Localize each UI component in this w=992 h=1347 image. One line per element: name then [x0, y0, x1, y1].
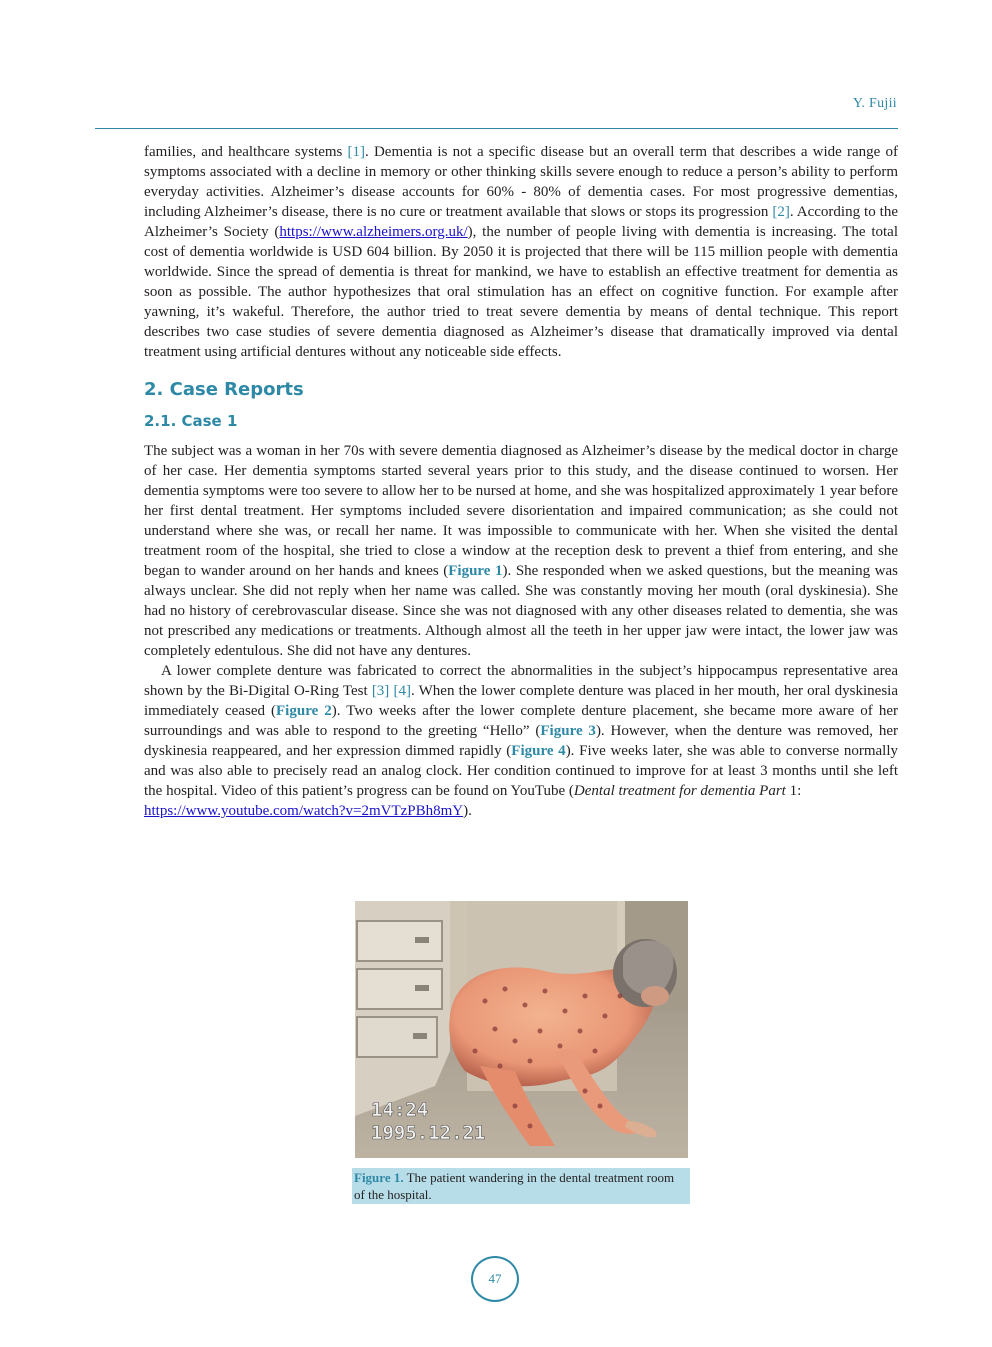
article-body — [144, 142, 898, 821]
intro-text-4: ), the number of people living with dementia is increasing. The total cost of dementia worldwide is USD 604 billion. By 2050 it is projected that there will be 115 million people with dementia worldwide. Since the spread of dementia is threat for mankind, we have to establish an effective treatment for dementia as soon as possible. The author hypothesizes that oral stimulation has an effect on cognitive function. For example after yawning, it’s wakeful. Therefore, the author tried to treat severe dementia by means of dental technique. This report describes two case studies of severe dementia diagnosed as Alzheimer’s disease that dramatically improved via dental treatment using artificial dentures without any noticeable side effects. — [144, 224, 899, 360]
figure-1-photo — [355, 901, 688, 1158]
video-part: 1: — [785, 783, 802, 799]
intro-text-2: . Dementia is not a specific disease but an overall term that describes a wide range of symptoms associated with a decline in memory or other thinking skills severe enough to reduce a person’s ability to perform everyday activities. Alzheimer’s disease accounts for 60% - 80% of dementia cases. For most progressive dementias, including Alzheimer’s disease, there is no cure or treatment available that slows or stops its progression — [144, 144, 898, 220]
case1-paragraph-2 — [144, 661, 898, 821]
case1-text-b1: A lower complete denture was fabricated to correct the abnormalities in the subject’s hippocampus representative area shown by the Bi-Digital O-Ring Test — [144, 663, 898, 699]
case1-text-b4: ). However, when the denture was removed, her dyskinesia reappeared, and her expression dimmed rapidly ( — [144, 723, 899, 759]
alzheimers-society-link[interactable]: https://www.alzheimers.org.uk/ — [279, 224, 468, 240]
citation-4[interactable]: [4] — [393, 683, 411, 699]
case1-text-a2: ). She responded when we asked questions, but the meaning was always unclear. She did not reply when her name was called. She was constantly moving her mouth (oral dyskinesia). She had no history of cerebrovascular disease. Since she was not diagnosed with any other diseases related to dementia, she was not prescribed any medications or treatments. Although almost all the teeth in her upper jaw were intact, the lower jaw was completely edentulous. She did not have any dentures. — [144, 563, 899, 659]
figure-1-reference[interactable]: Figure 1 — [448, 563, 503, 579]
citation-1[interactable]: [1] — [347, 144, 366, 160]
video-title: Dental treatment for dementia Part — [573, 783, 786, 799]
youtube-link[interactable]: https://www.youtube.com/watch?v=2mVTzPBh8mY — [144, 803, 464, 819]
case1-text-b6: ). — [463, 803, 472, 819]
page-number: 47 — [471, 1256, 519, 1302]
section-heading-case-reports: 2. Case Reports — [144, 379, 304, 400]
figure-1-caption-label: Figure 1. — [354, 1170, 404, 1185]
intro-paragraph — [144, 142, 898, 362]
figure-1-caption — [352, 1168, 690, 1204]
timestamp-time: 14:24 — [371, 1099, 429, 1121]
case1-text-b5: ). Five weeks later, she was able to converse normally and was also able to precisely read an analog clock. Her condition continued to improve for at least 3 months until she left the hospital. Video of this patient’s progress can be found on YouTube ( — [144, 743, 898, 799]
figure-1-caption-text: The patient wandering in the dental treatment room of the hospital. — [354, 1170, 675, 1202]
header-divider — [95, 128, 898, 129]
case1-text-a1: The subject was a woman in her 70s with severe dementia diagnosed as Alzheimer’s disease by the medical doctor in charge of her case. Her dementia symptoms started several years prior to this study, and the disease continued to worsen. Her dementia symptoms were too severe to allow her to be nursed at home, and she was hospitalized approximately 1 year before her first dental treatment. Her symptoms included severe disorientation and impaired communication; as she could not understand where she was, or recall her name. It was impossible to communicate with her. When she visited the dental treatment room of the hospital, she tried to close a window at the reception desk to prevent a thief from entering, and she began to wander around on her hands and knees ( — [144, 443, 898, 579]
running-header-author: Y. Fujii — [852, 96, 897, 111]
citation-3[interactable]: [3] — [371, 683, 390, 699]
subsection-heading-case-1: 2.1. Case 1 — [144, 412, 238, 430]
figure-3-reference[interactable]: Figure 3 — [540, 723, 596, 739]
case1-paragraph-1 — [144, 441, 898, 661]
figure-4-reference[interactable]: Figure 4 — [511, 743, 566, 759]
timestamp-date: 1995.12.21 — [371, 1122, 486, 1144]
citation-2[interactable]: [2] — [772, 204, 790, 220]
case1-text-b3: ). Two weeks after the lower complete denture placement, she became more aware of her surroundings and was able to respond to the greeting “Hello” ( — [144, 703, 898, 739]
figure-2-reference[interactable]: Figure 2 — [276, 703, 332, 719]
case1-text-b2: . When the lower complete denture was placed in her mouth, her oral dyskinesia immediately ceased ( — [144, 683, 898, 719]
intro-text-1: families, and healthcare systems — [144, 144, 348, 160]
intro-text-3: . According to the Alzheimer’s Society ( — [144, 204, 898, 240]
